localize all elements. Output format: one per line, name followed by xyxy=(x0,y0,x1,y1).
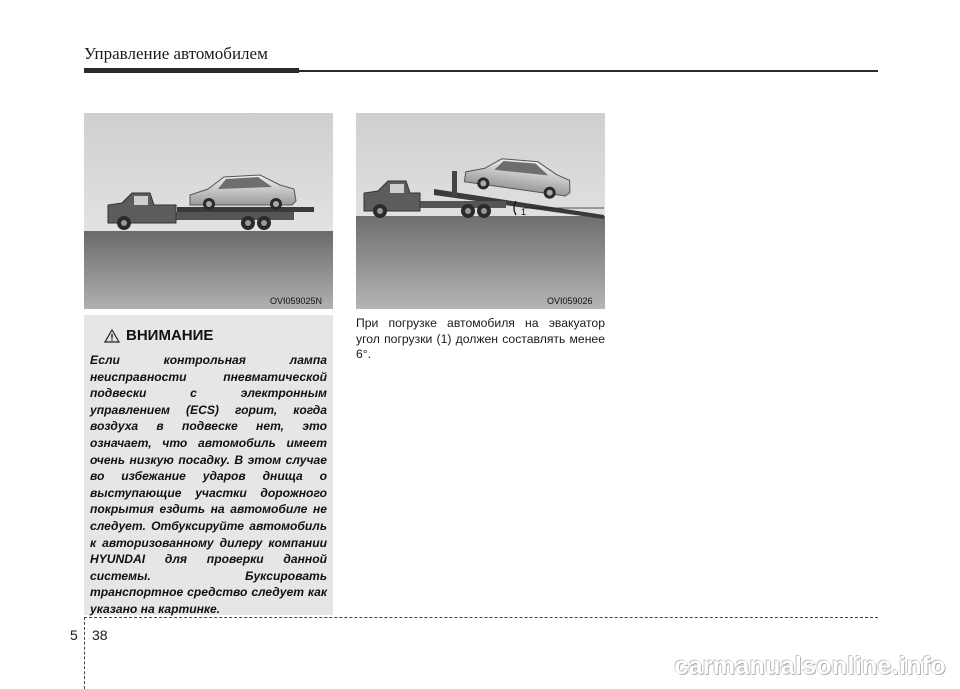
figure-loading-angle xyxy=(356,113,605,309)
footer-divider xyxy=(84,617,85,689)
section-number: 5 xyxy=(70,627,78,643)
cab-window xyxy=(134,196,148,205)
flatbed-deck xyxy=(177,207,314,212)
flatbed-illustration xyxy=(84,113,333,309)
angle-callout: 1 xyxy=(521,207,527,217)
warning-box xyxy=(84,315,333,615)
page-number: 38 xyxy=(92,627,108,643)
figure-flatbed-tow-truck xyxy=(84,113,333,309)
body-paragraph: При погрузке автомобиля на эвакуатор угол погрузки (1) должен составлять менее 6°. xyxy=(356,316,605,361)
header-rule xyxy=(84,68,878,73)
footer-rule xyxy=(84,617,878,618)
warning-text: Если контрольная лампа неисправности пневматической подвески с электронным управлением (ECS) горит, когда воздуха в подвеске нет, это означает, что автомобиль имеет очень низкую посадку. В этом случае во избежание ударов днища о выступающие участки дорожного покрытия ездить на автомобиле не следует. Отбуксируйте автомобиль к авторизованному дилеру компании HYUNDAI для проверки данной системы. Буксировать транспортное средство следует как указано на картинке. xyxy=(90,353,327,616)
warning-title: ВНИМАНИЕ xyxy=(126,327,214,344)
cab-window xyxy=(390,184,404,193)
figure-code: OVI059025N xyxy=(270,296,323,306)
header-title: Управление автомобилем xyxy=(84,44,268,63)
warning-header xyxy=(104,327,327,344)
winch-post xyxy=(452,171,457,197)
warning-triangle-icon xyxy=(104,329,120,343)
truck-chassis xyxy=(416,201,506,208)
truck-chassis xyxy=(174,212,294,220)
loading-illustration xyxy=(356,113,605,309)
watermark: carmanualsonline.info xyxy=(674,652,946,680)
figure-code: OVI059026 xyxy=(547,296,593,306)
